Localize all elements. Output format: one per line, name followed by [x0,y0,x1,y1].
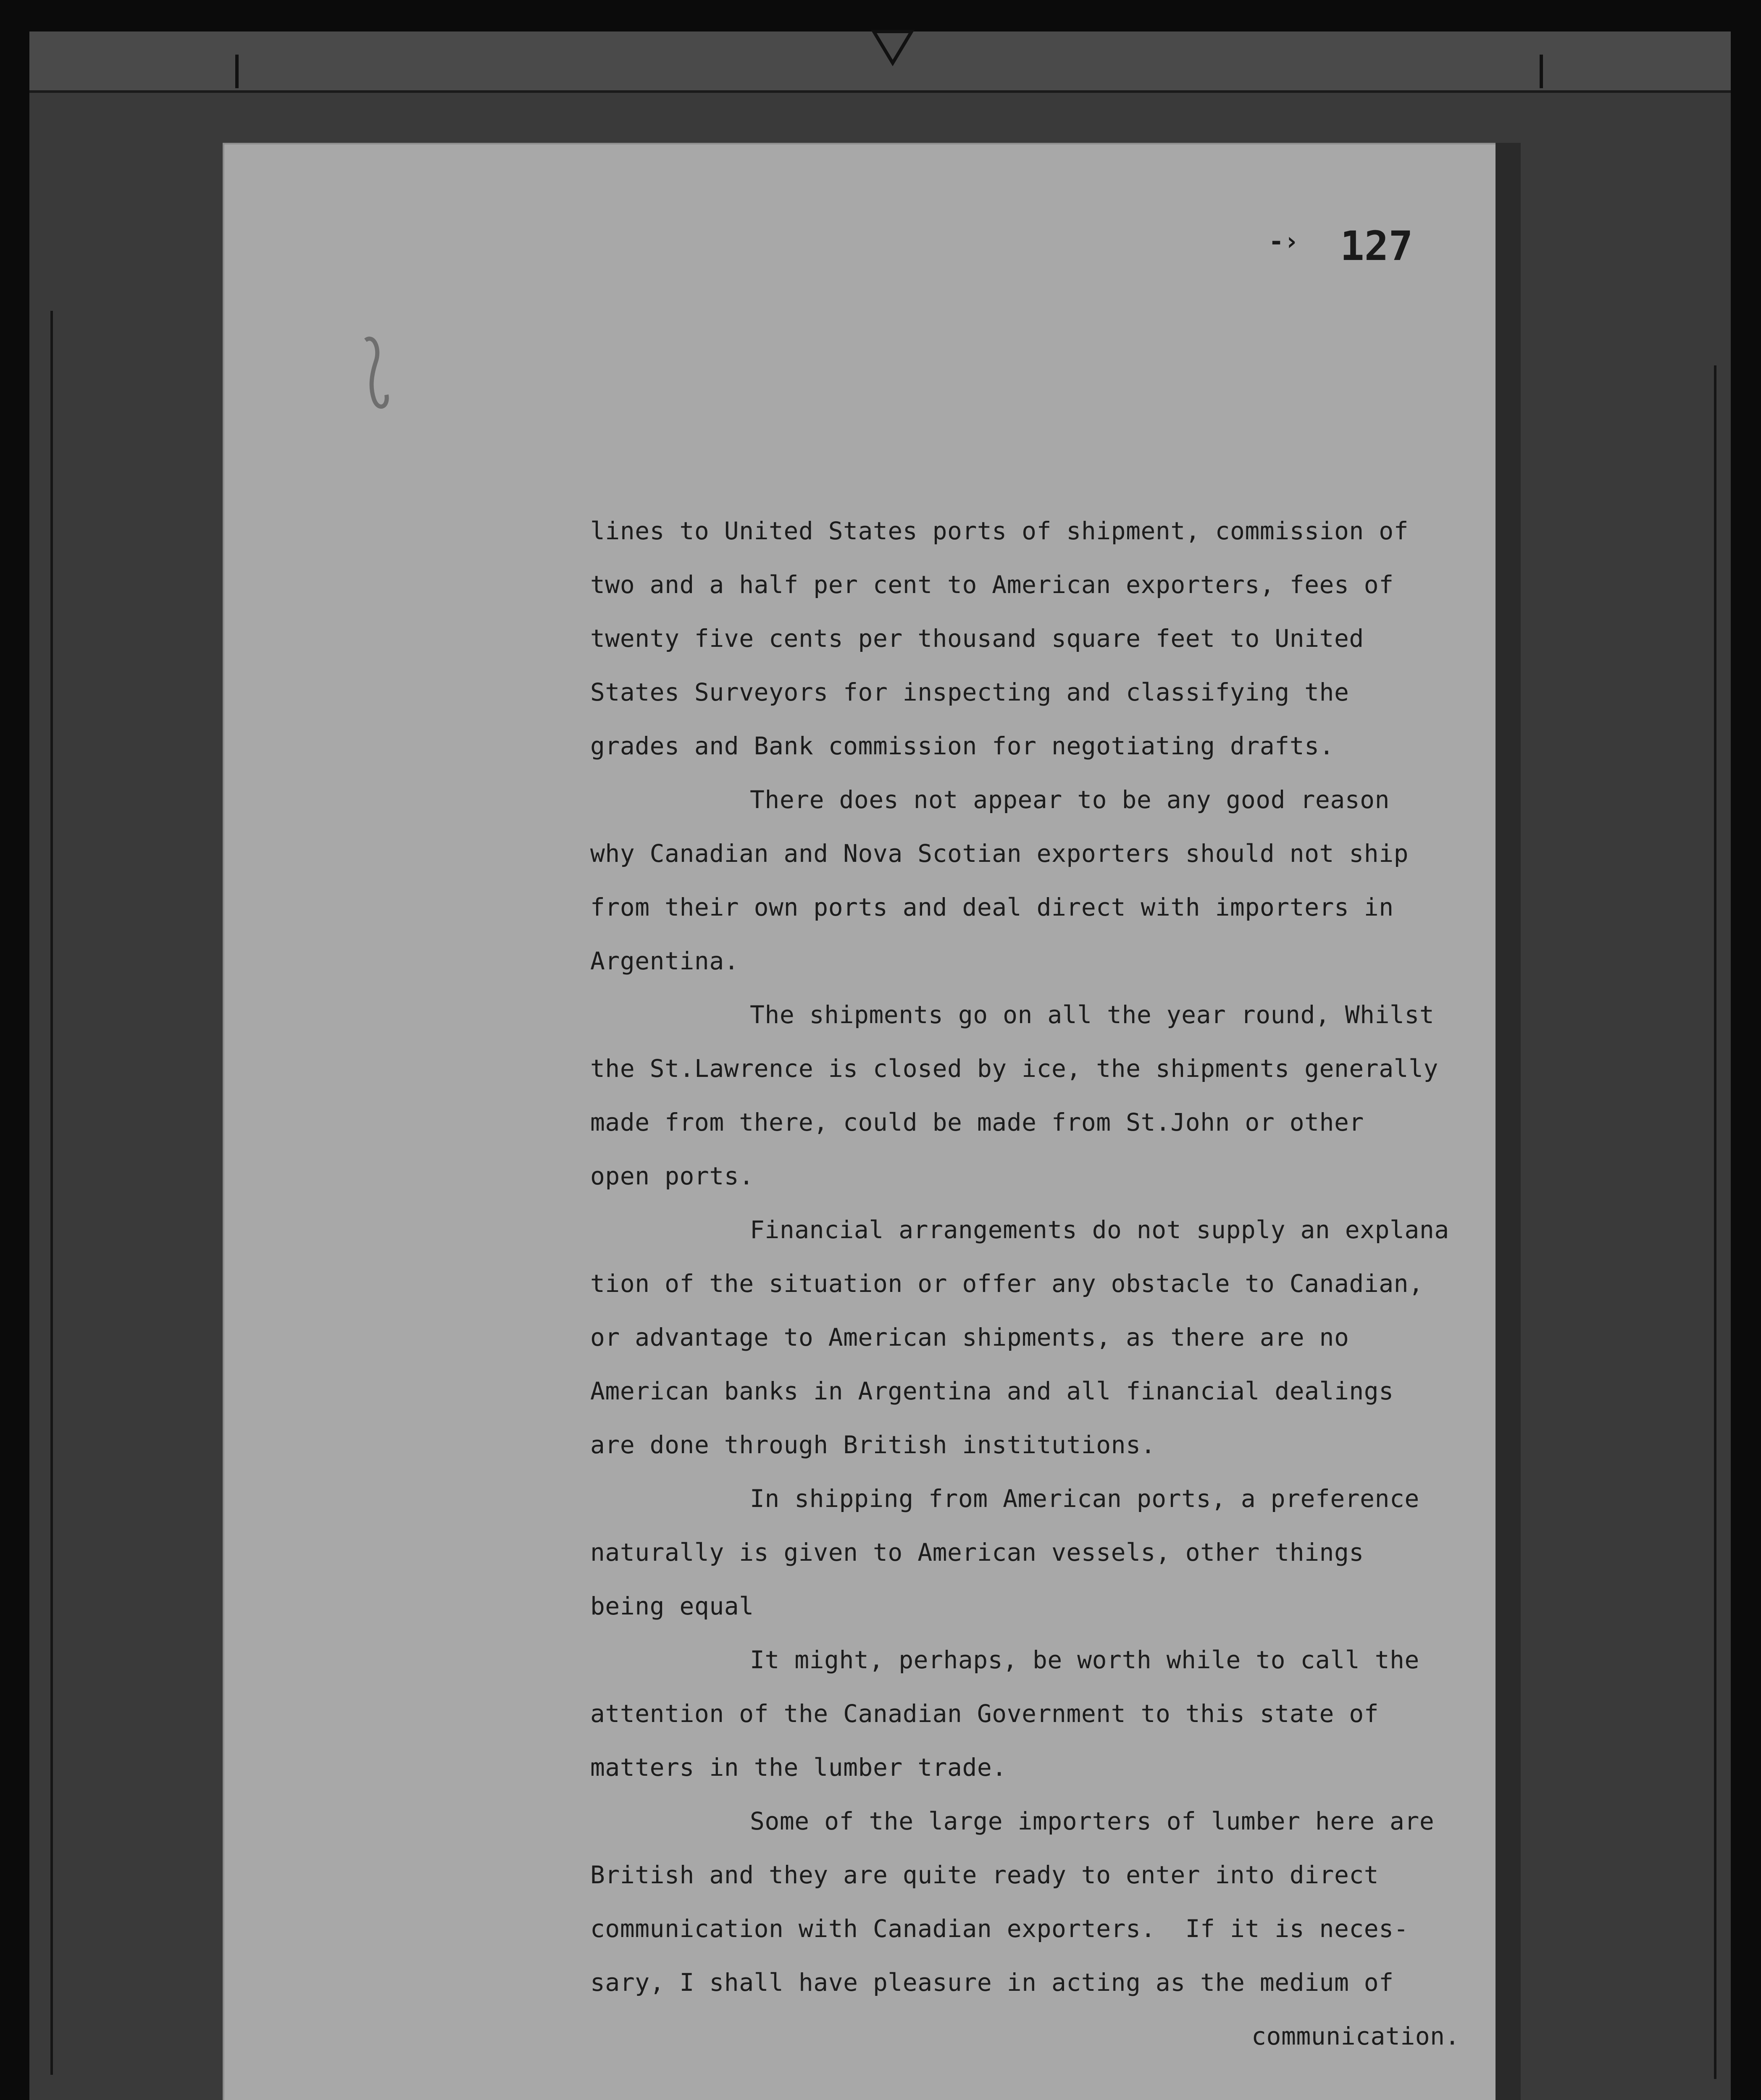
text-line: communication with Canadian exporters. If it is neces- [590,1914,1409,1943]
film-edge-line-left [50,311,53,2075]
text-line: matters in the lumber trade. [590,1753,1007,1782]
frame-notch-marker [870,29,916,67]
text-line: There does not appear to be any good reason [750,785,1390,814]
text-line: two and a half per cent to American exporters, fees of [590,570,1394,599]
film-edge-line-right [1714,365,1716,2079]
page-number: 127 [1340,223,1413,270]
text-line: open ports. [590,1162,754,1190]
text-line: sary, I shall have pleasure in acting as the medium of [590,1968,1394,1997]
text-line: American banks in Argentina and all financial dealings [590,1377,1394,1405]
text-line: Some of the large importers of lumber here are [750,1807,1435,1835]
text-line: communication. [1251,2022,1460,2050]
text-line: why Canadian and Nova Scotian exporters should not ship [590,839,1409,868]
text-line: The shipments go on all the year round, Whilst [750,1000,1435,1029]
text-line: from their own ports and deal direct with importers in [590,893,1394,921]
document-body [590,504,1514,2063]
text-line: being equal [590,1592,754,1620]
page-mark: -› [1269,227,1299,256]
text-line: made from there, could be made from St.John or other [590,1108,1364,1137]
text-line: lines to United States ports of shipment, commission of [590,517,1409,545]
text-line: Argentina. [590,947,739,975]
text-line: Financial arrangements do not supply an explana [750,1215,1449,1244]
text-line: British and they are quite ready to enter into direct [590,1861,1379,1889]
text-line: twenty five cents per thousand square feet to United [590,624,1364,653]
text-line: States Surveyors for inspecting and classifying the [590,678,1349,706]
text-line: naturally is given to American vessels, other things [590,1538,1364,1567]
text-line: or advantage to American shipments, as there are no [590,1323,1349,1352]
frame-tick-left [235,55,239,88]
text-line: It might, perhaps, be worth while to call the [750,1646,1419,1674]
text-line: the St.Lawrence is closed by ice, the shipments generally [590,1054,1438,1083]
text-line: grades and Bank commission for negotiating drafts. [590,732,1334,760]
text-line: tion of the situation or offer any obstacle to Canadian, [590,1269,1424,1298]
ink-smudge [361,332,391,416]
text-line: are done through British institutions. [590,1431,1156,1459]
text-line: In shipping from American ports, a preference [750,1484,1419,1513]
text-line: attention of the Canadian Government to this state of [590,1699,1379,1728]
frame-tick-right [1540,55,1543,88]
